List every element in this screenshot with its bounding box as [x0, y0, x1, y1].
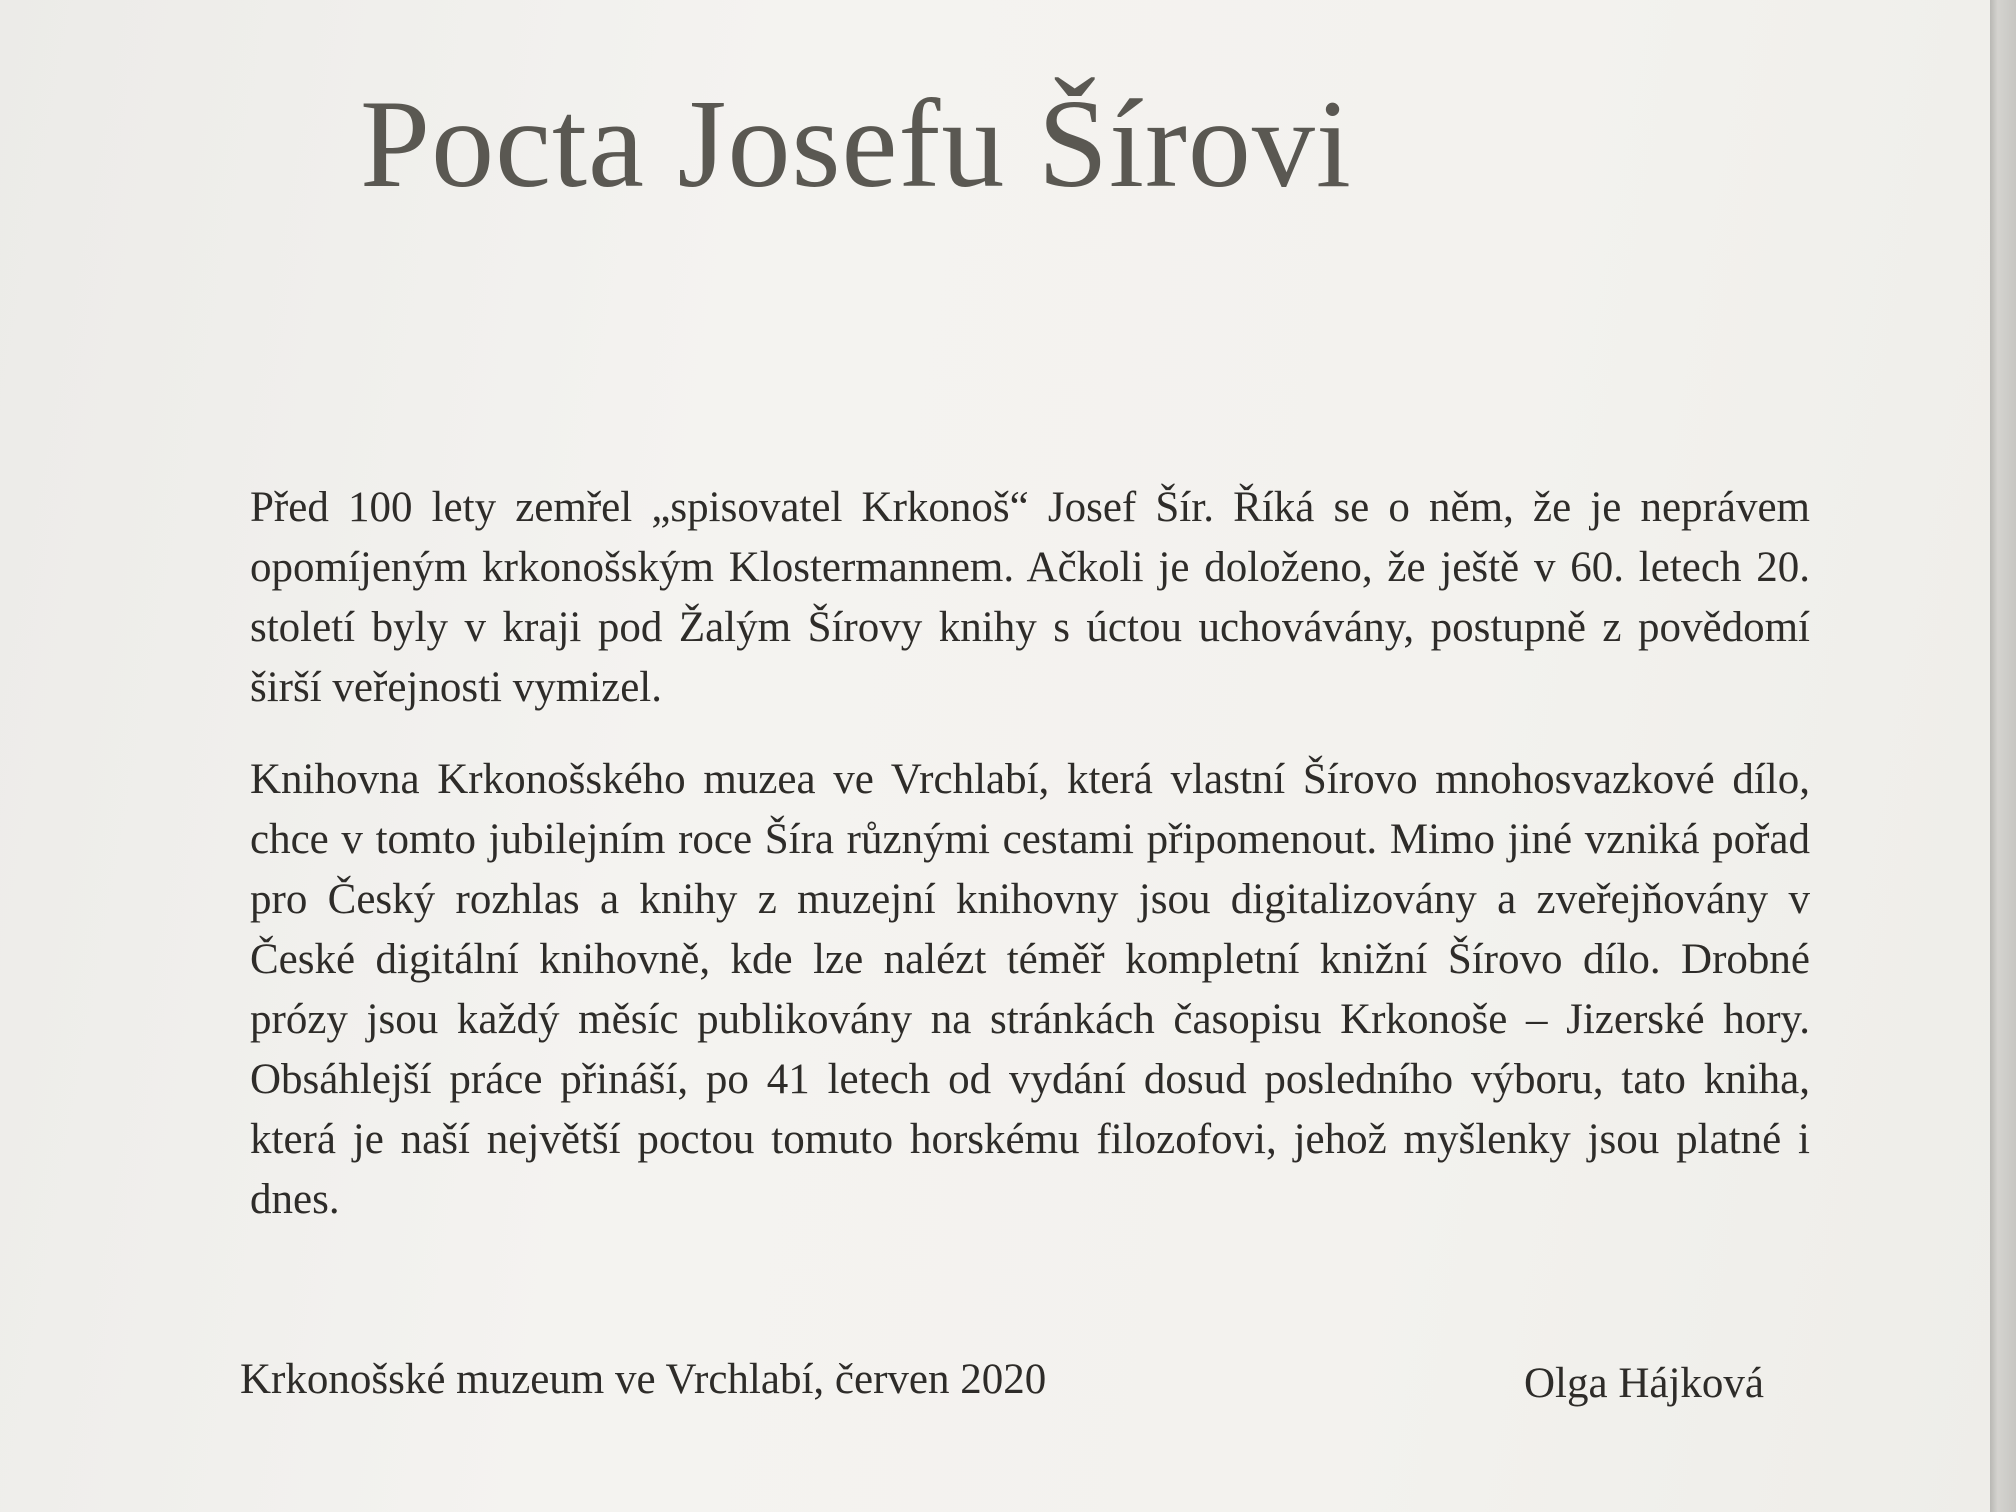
footer-place-date: Krkonošské muzeum ve Vrchlabí, červen 2020 [240, 1356, 1047, 1403]
paragraph-2: Knihovna Krkonošského muzea ve Vrchlabí, která vlastní Šírovo mnohosvazkové dílo, chce v tomto jubilejním roce Šíra různými cestami připomenout. Mimo jiné vzniká pořad pro Český rozhlas a knihy z muzejní knihovny jsou digitalizovány a zveřejňovány v České digitální knihovně, kde lze nalézt téměř kompletní knižní Šírovo dílo. Drobné prózy jsou každý měsíc publikovány na stránkách časopisu Krkonoše – Jizerské hory. Obsáhlejší práce přináší, po 41 letech od vydání dosud posledního výboru, tato kniha, která je naší největší poctou tomuto horskému filozofovi, jehož myšlenky jsou platné i dnes. [250, 756, 1810, 1223]
page-edge [1990, 0, 2016, 1512]
page-title: Pocta Josefu Šírovi [360, 75, 1352, 214]
footer-author: Olga Hájková [1524, 1360, 1765, 1407]
paragraph-1: Před 100 lety zemřel „spisovatel Krkonoš“ Josef Šír. Říká se o něm, že je neprávem opomíjeným krkonošským Klostermannem. Ačkoli je doloženo, že ještě v 60. letech 20. století byly v kraji pod Žalým Šírovy knihy s úctou uchovávány, postupně z povědomí širší veřejnosti vymizel. [250, 484, 1810, 711]
